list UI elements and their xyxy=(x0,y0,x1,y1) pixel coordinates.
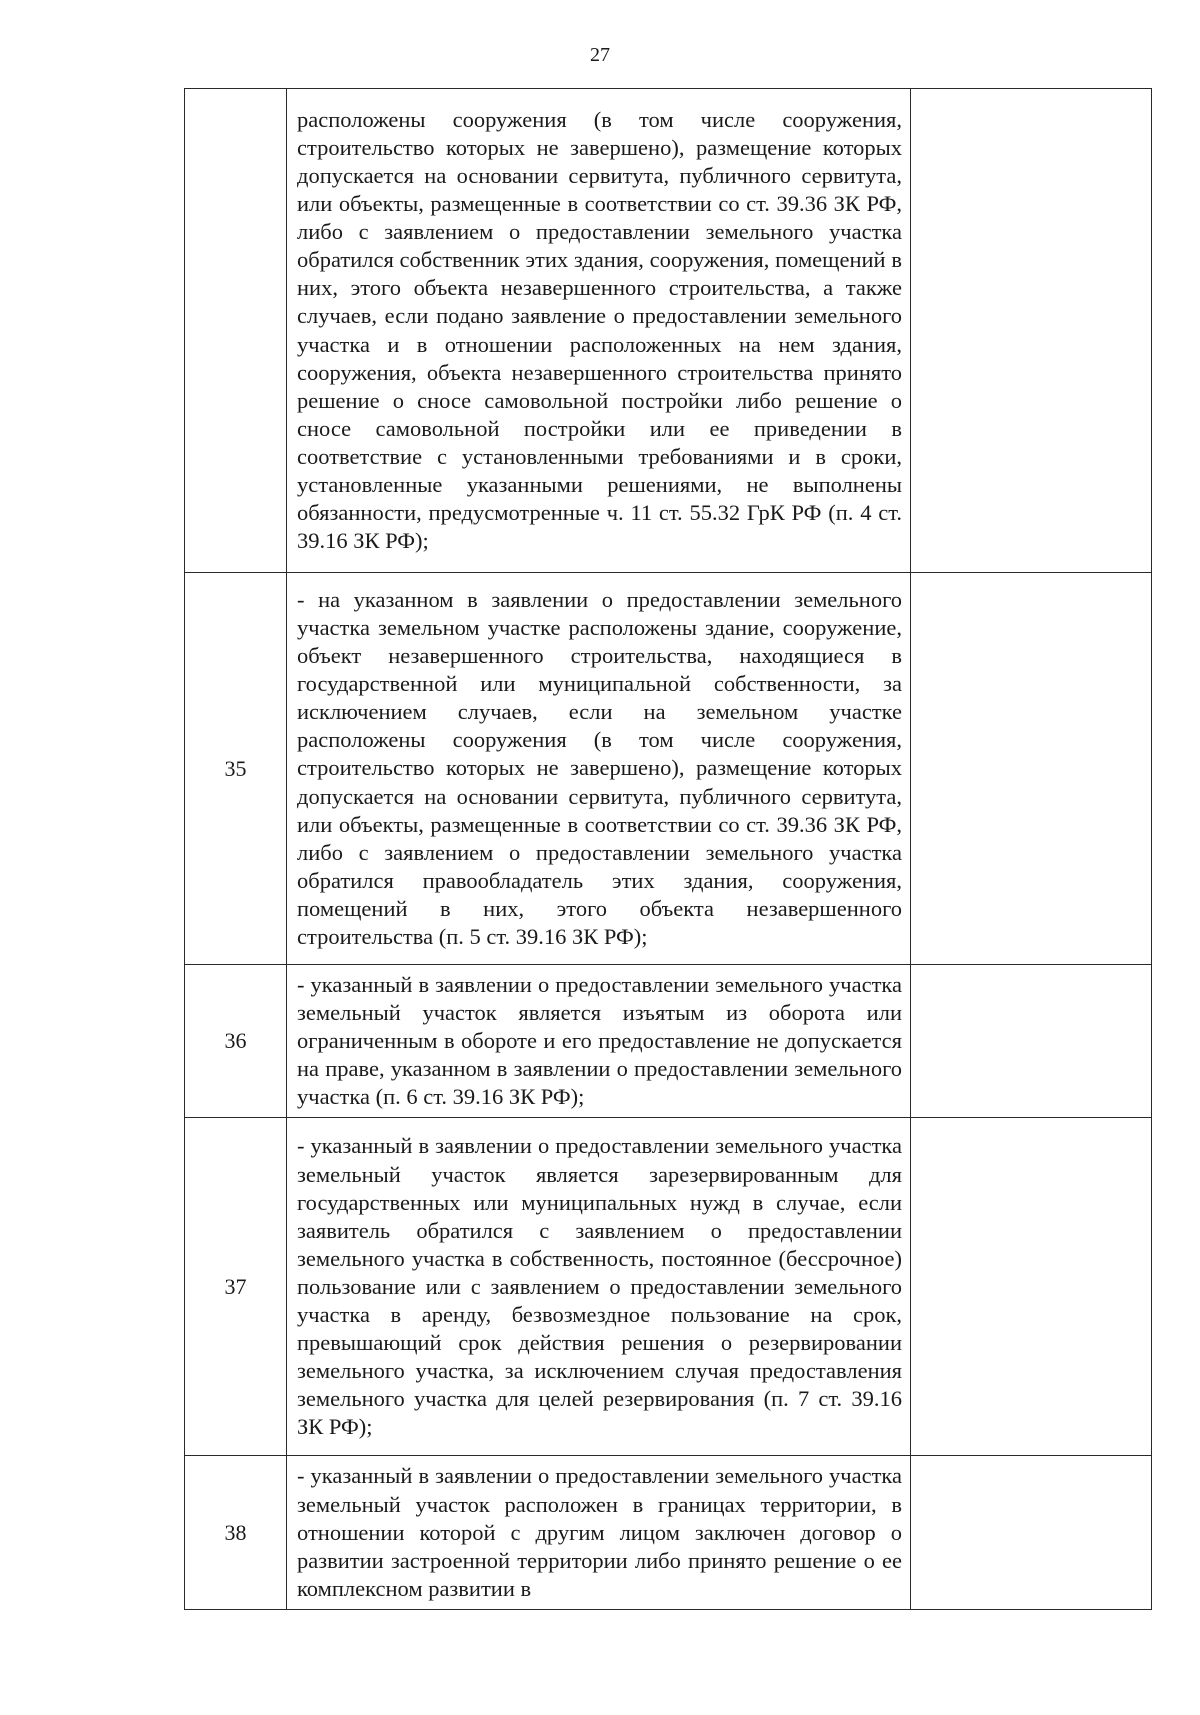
table-row xyxy=(185,965,1152,1118)
row-text: - указанный в заявлении о предоставлении земельного участка земельный участок является зарезервированным для государственных или муниципальных нужд в случае, если заявитель обратился с заявлением о предоставлении земельного участка в собственность, постоянное (бессрочное) пользование или с заявлением о предоставлении земельного участка в аренду, безвозмездное пользование на срок, превышающий срок действия решения о резервировании земельного участка, за исключением случая предоставления земельного участка для целей резервирования (п. 7 ст. 39.16 ЗК РФ); xyxy=(297,1133,902,1440)
row-text: - на указанном в заявлении о предоставлении земельного участка земельном участке расположены здание, сооружение, объект незавершенного строительства, находящиеся в государственной или муниципальной собственности, за исключением случаев, если на земельном участке расположены сооружения (в том числе сооружения, строительство которых не завершено), размещение которых допускается на основании сервитута, публичного сервитута, или объекты, размещенные в соответствии со ст. 39.36 ЗК РФ, либо с заявлением о предоставлении земельного участка обратился правообладатель этих здания, сооружения, помещений в них, этого объекта незавершенного строительства (п. 5 ст. 39.16 ЗК РФ); xyxy=(297,586,902,950)
row-empty-cell xyxy=(911,1118,1152,1456)
row-number: 38 xyxy=(185,1456,287,1609)
row-empty-cell xyxy=(911,89,1152,573)
row-number: 36 xyxy=(185,965,287,1118)
page-number: 27 xyxy=(590,44,610,66)
regulation-table xyxy=(184,88,1152,1610)
row-text-cell xyxy=(287,89,911,573)
row-number xyxy=(185,89,287,573)
row-empty-cell xyxy=(911,573,1152,965)
row-text-cell xyxy=(287,1118,911,1456)
row-text: - указанный в заявлении о предоставлении земельного участка земельный участок расположен в границах территории, в отношении которой с другим лицом заключен договор о развитии застроенной территории либо принято решение о ее комплексном развитии в xyxy=(297,1463,902,1601)
row-empty-cell xyxy=(911,965,1152,1118)
row-empty-cell xyxy=(911,1456,1152,1609)
table-row xyxy=(185,1118,1152,1456)
row-text-cell xyxy=(287,965,911,1118)
row-text-cell xyxy=(287,573,911,965)
row-number: 35 xyxy=(185,573,287,965)
row-text: расположены сооружения (в том числе сооружения, строительство которых не завершено), размещение которых допускается на основании сервитута, публичного сервитута, или объекты, размещенные в соответствии со ст. 39.36 ЗК РФ, либо с заявлением о предоставлении земельного участка обратился собственник этих здания, сооружения, помещений в них, этого объекта незавершенного строительства, а также случаев, если подано заявление о предоставлении земельного участка и в отношении расположенных на нем здания, сооружения, объекта незавершенного строительства принято решение о сносе самовольной постройки либо решение о сносе самовольной постройки или ее приведении в соответствие с установленными требованиями и в сроки, установленные указанными решениями, не выполнены обязанности, предусмотренные ч. 11 ст. 55.32 ГрК РФ (п. 4 ст. 39.16 ЗК РФ); xyxy=(297,106,902,554)
table-row xyxy=(185,89,1152,573)
table-row xyxy=(185,573,1152,965)
table-row xyxy=(185,1456,1152,1609)
row-text: - указанный в заявлении о предоставлении земельного участка земельный участок является изъятым из оборота или ограниченным в обороте и его предоставление не допускается на праве, указанном в заявлении о предоставлении земельного участка (п. 6 ст. 39.16 ЗК РФ); xyxy=(297,972,902,1110)
row-text-cell xyxy=(287,1456,911,1609)
row-number: 37 xyxy=(185,1118,287,1456)
